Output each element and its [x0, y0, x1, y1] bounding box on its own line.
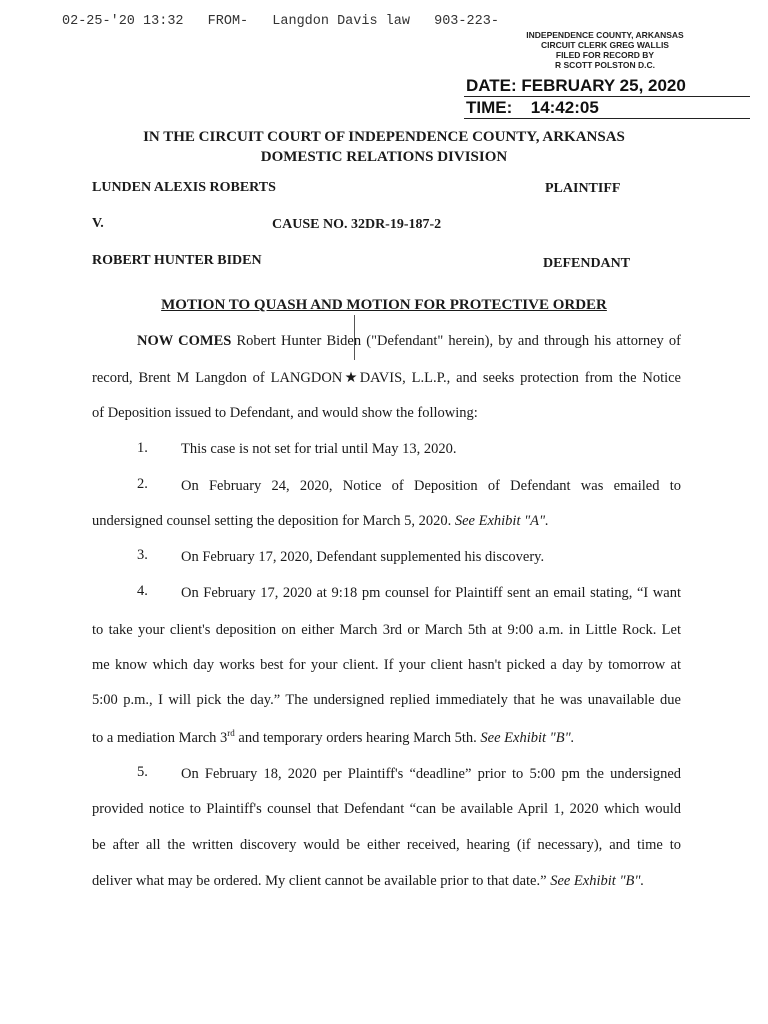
filing-date-value: FEBRUARY 25, 2020	[521, 76, 686, 95]
stamp-line-3: FILED FOR RECORD BY	[555, 50, 655, 60]
stamp-divider	[464, 118, 750, 119]
item-4-line-4: 5:00 p.m., I will pick the day.” The undersigned replied immediately that he was unavailable due	[92, 692, 681, 708]
exhibit-ref: See Exhibit "B".	[480, 729, 575, 746]
intro-line-3: of Deposition issued to Defendant, and would show the following:	[92, 405, 478, 421]
item-3-text: On February 17, 2020, Defendant supplemented his discovery.	[181, 549, 545, 565]
now-comes: NOW COMES	[137, 333, 232, 349]
item-number: 2.	[137, 476, 148, 492]
court-division: DOMESTIC RELATIONS DIVISION	[260, 149, 508, 165]
stamp-line-1: INDEPENDENCE COUNTY, ARKANSAS	[526, 30, 684, 40]
exhibit-ref: See Exhibit "B".	[550, 873, 645, 889]
filing-date	[466, 76, 686, 96]
defendant-label: DEFENDANT	[543, 256, 631, 271]
stamp-divider	[464, 96, 750, 97]
intro-line-2: record, Brent M Langdon of LANGDON★DAVIS, L.L.P., and seeks protection from the Notice	[92, 370, 681, 386]
plaintiff-label: PLAINTIFF	[545, 181, 621, 196]
item-4-line-1: On February 17, 2020 at 9:18 pm counsel for Plaintiff sent an email stating, “I want	[181, 585, 681, 601]
item-2-line-2: undersigned counsel setting the deposition for March 5, 2020. See Exhibit "A".	[92, 513, 549, 529]
item-2-line-1: On February 24, 2020, Notice of Deposition of Defendant was emailed to	[181, 478, 681, 494]
item-number: 1.	[137, 440, 148, 456]
motion-title: MOTION TO QUASH AND MOTION FOR PROTECTIVE ORDER	[161, 297, 607, 313]
plaintiff-name: LUNDEN ALEXIS ROBERTS	[92, 180, 276, 195]
court-name: IN THE CIRCUIT COURT OF INDEPENDENCE COUNTY, ARKANSAS	[143, 129, 625, 145]
item-5-line-3: be after all the written discovery would be either received, hearing (if necessary), and time to	[92, 837, 681, 853]
item-5-line-1: On February 18, 2020 per Plaintiff's “deadline” prior to 5:00 pm the undersigned	[181, 766, 681, 782]
filing-time-value: 14:42:05	[530, 98, 599, 117]
item-4-line-5: to a mediation March 3rd and temporary orders hearing March 5th. See Exhibit "B".	[92, 728, 575, 746]
item-5-line-4: deliver what may be ordered. My client cannot be available prior to that date.” See Exhibit "B".	[92, 873, 645, 889]
fax-datetime: 02-25-'20 13:32	[62, 14, 184, 29]
fax-sender: Langdon Davis law	[272, 14, 410, 29]
fax-from-label: FROM-	[207, 14, 249, 29]
item-5-line-2: provided notice to Plaintiff's counsel that Defendant “can be available April 1, 2020 which would	[92, 801, 681, 817]
item-number: 5.	[137, 764, 148, 780]
intro-line-1: NOW COMES Robert Hunter Biden ("Defendant" herein), by and through his attorney of	[137, 333, 681, 349]
versus: V.	[92, 216, 104, 231]
cause-number: CAUSE NO. 32DR-19-187-2	[272, 217, 442, 232]
item-number: 4.	[137, 583, 148, 599]
fax-header	[62, 14, 515, 29]
stamp-line-2: CIRCUIT CLERK GREG WALLIS	[541, 40, 669, 50]
fax-phone: 903-223-	[434, 14, 499, 29]
item-1-text: This case is not set for trial until May 13, 2020.	[181, 441, 457, 457]
defendant-name: ROBERT HUNTER BIDEN	[92, 253, 262, 268]
item-4-line-2: to take your client's deposition on either March 3rd or March 5th at 9:00 a.m. in Little Rock. Let	[92, 622, 681, 638]
filing-date-label: DATE:	[466, 76, 517, 95]
filing-time	[466, 98, 599, 118]
stamp-line-4: R SCOTT POLSTON D.C.	[555, 60, 655, 70]
court-heading	[0, 127, 768, 167]
filing-time-label: TIME:	[466, 98, 513, 117]
exhibit-ref: See Exhibit "A".	[454, 513, 549, 529]
item-number: 3.	[137, 547, 148, 563]
filing-stamp	[500, 30, 710, 70]
item-4-line-3: me know which day works best for your client. If your client hasn't picked a day by tomorrow at	[92, 657, 681, 673]
